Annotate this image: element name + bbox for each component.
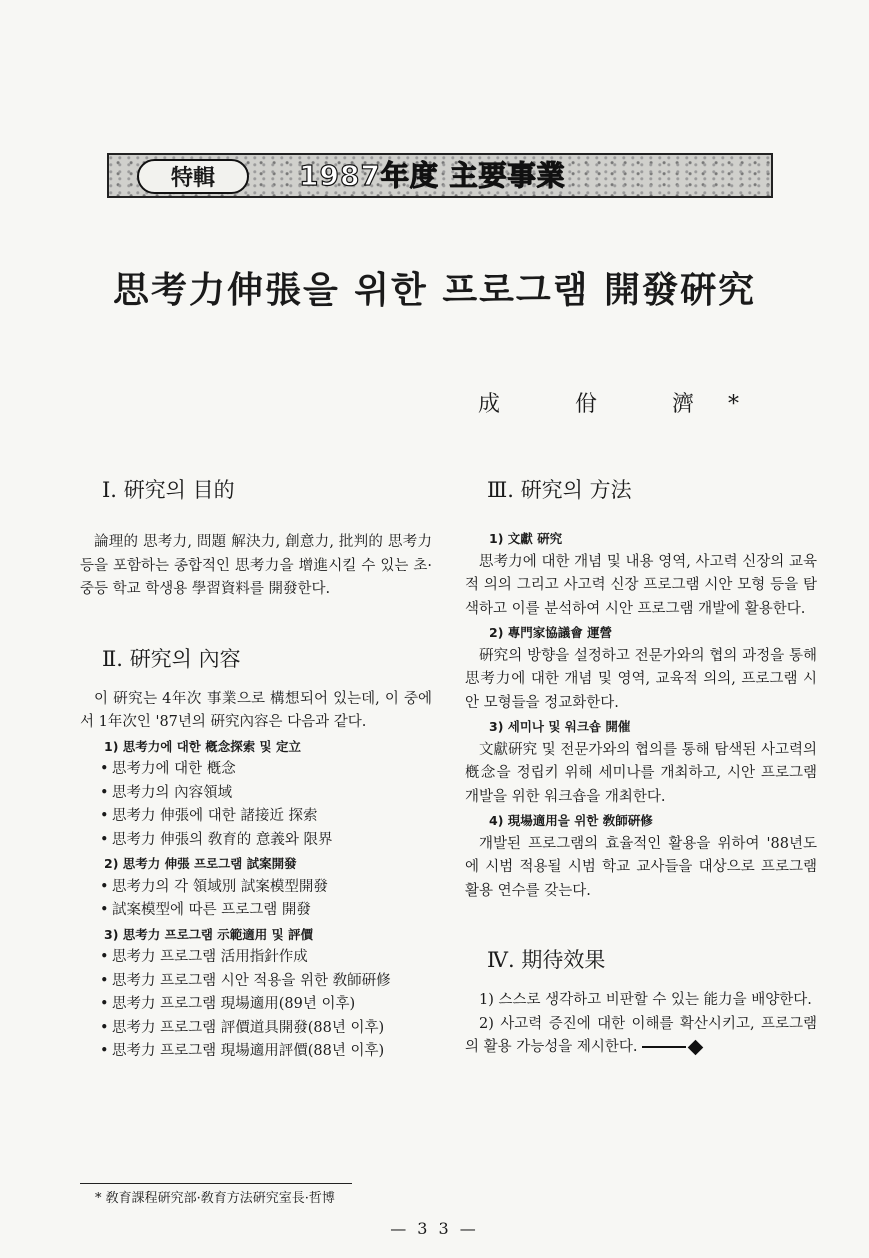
list-item: • 試案模型에 따른 프로그램 開發 bbox=[100, 899, 432, 923]
list-item: • 思考力 프로그램 現場適用(89년 이후) bbox=[100, 993, 432, 1017]
method-sub-1: 1) 文獻 硏究 bbox=[489, 531, 563, 546]
section-effects-heading: Ⅳ. 期待效果 bbox=[487, 948, 606, 972]
article-title: 思考力伸張을 위한 프로그램 開發硏究 bbox=[112, 270, 757, 311]
method-body-3: 文獻硏究 및 전문가와의 협의를 통해 탐색된 사고력의 槪念을 정립키 위해 세미나를 개최하고, 시안 프로그램 개발을 위한 워크숍을 개최한다. bbox=[465, 741, 817, 805]
list-item: • 思考力 프로그램 評價道具開發(88년 이후) bbox=[100, 1017, 432, 1041]
page-number: — 3 3 — bbox=[390, 1219, 479, 1238]
left-column bbox=[80, 475, 432, 1064]
section-content-heading: Ⅱ. 硏究의 內容 bbox=[102, 646, 241, 671]
method-sub-3: 3) 세미나 및 워크숍 開催 bbox=[489, 719, 631, 734]
author: 成 佾 濟* bbox=[478, 392, 773, 417]
section-content-body: 이 硏究는 4年次 事業으로 構想되어 있는데, 이 중에서 1年次인 '87년의 硏究內容은 다음과 같다. bbox=[80, 690, 432, 730]
effect-2 bbox=[465, 1013, 817, 1060]
section-purpose-heading: Ⅰ. 硏究의 目的 bbox=[102, 478, 235, 502]
special-feature-banner bbox=[107, 153, 773, 198]
effect-1: 1) 스스로 생각하고 비판할 수 있는 能力을 배양한다. bbox=[479, 992, 812, 1008]
list-item: • 思考力의 內容領域 bbox=[100, 782, 432, 806]
content-sub-2: 2) 思考力 伸張 프로그램 試案開發 bbox=[104, 856, 297, 871]
method-sub-2: 2) 專門家協議會 運營 bbox=[489, 625, 613, 640]
list-item: • 思考力 프로그램 活用指針作成 bbox=[100, 946, 432, 970]
end-line bbox=[642, 1046, 686, 1048]
footnote-rule bbox=[80, 1183, 352, 1184]
end-mark-icon bbox=[688, 1039, 704, 1055]
list-item: • 思考力의 각 領域別 試案模型開發 bbox=[100, 876, 432, 900]
right-column bbox=[465, 475, 817, 1060]
section-purpose-body: 論理的 思考力, 問題 解決力, 創意力, 批判的 思考力 등을 포함하는 종합적인 思考力을 增進시킬 수 있는 초·중등 학교 학생용 學習資料를 開發한다. bbox=[80, 534, 432, 597]
content-sub-1: 1) 思考力에 대한 槪念探索 및 定立 bbox=[104, 738, 301, 754]
method-body-1: 思考力에 대한 개념 및 내용 영역, 사고력 신장의 교육적 의의 그리고 사고력 신장 프로그램 시안 모형 등을 탐색하고 이를 분석하여 시안 프로그램 개발에 활용한다. bbox=[465, 553, 817, 617]
list-item: • 思考力 伸張의 敎育的 意義와 限界 bbox=[100, 829, 432, 853]
list-item: • 思考力 프로그램 시안 적용을 위한 敎師硏修 bbox=[100, 970, 432, 994]
list-item: • 思考力 프로그램 現場適用評價(88년 이후) bbox=[100, 1040, 432, 1064]
footnote: * 敎育課程硏究部·敎育方法硏究室長·哲博 bbox=[95, 1191, 335, 1206]
method-body-2: 硏究의 방향을 설정하고 전문가와의 협의 과정을 통해 思考力에 대한 개념 및 영역, 교육적 의의, 프로그램 시안 모형들을 정교화한다. bbox=[465, 647, 817, 711]
banner-title: 1987年度 主要事業 bbox=[299, 159, 566, 192]
list-item: • 思考力 伸張에 대한 諸接近 探索 bbox=[100, 805, 432, 829]
banner-tag: 特輯 bbox=[137, 159, 249, 194]
section-method-heading: Ⅲ. 硏究의 方法 bbox=[487, 478, 632, 502]
method-sub-4: 4) 現場適用을 위한 敎師硏修 bbox=[489, 813, 653, 828]
effect-2-text: 2) 사고력 증진에 대한 이해를 확산시키고, 프로그램의 활용 가능성을 제시한다. bbox=[465, 1015, 817, 1055]
method-body-4: 개발된 프로그램의 효율적인 활용을 위하여 '88년도에 시범 적용될 시범 학교 교사들을 대상으로 프로그램 활용 연수를 갖는다. bbox=[465, 835, 817, 899]
list-item: • 思考力에 대한 槪念 bbox=[100, 758, 432, 782]
content-sub-3: 3) 思考力 프로그램 示範適用 및 評價 bbox=[104, 926, 314, 942]
